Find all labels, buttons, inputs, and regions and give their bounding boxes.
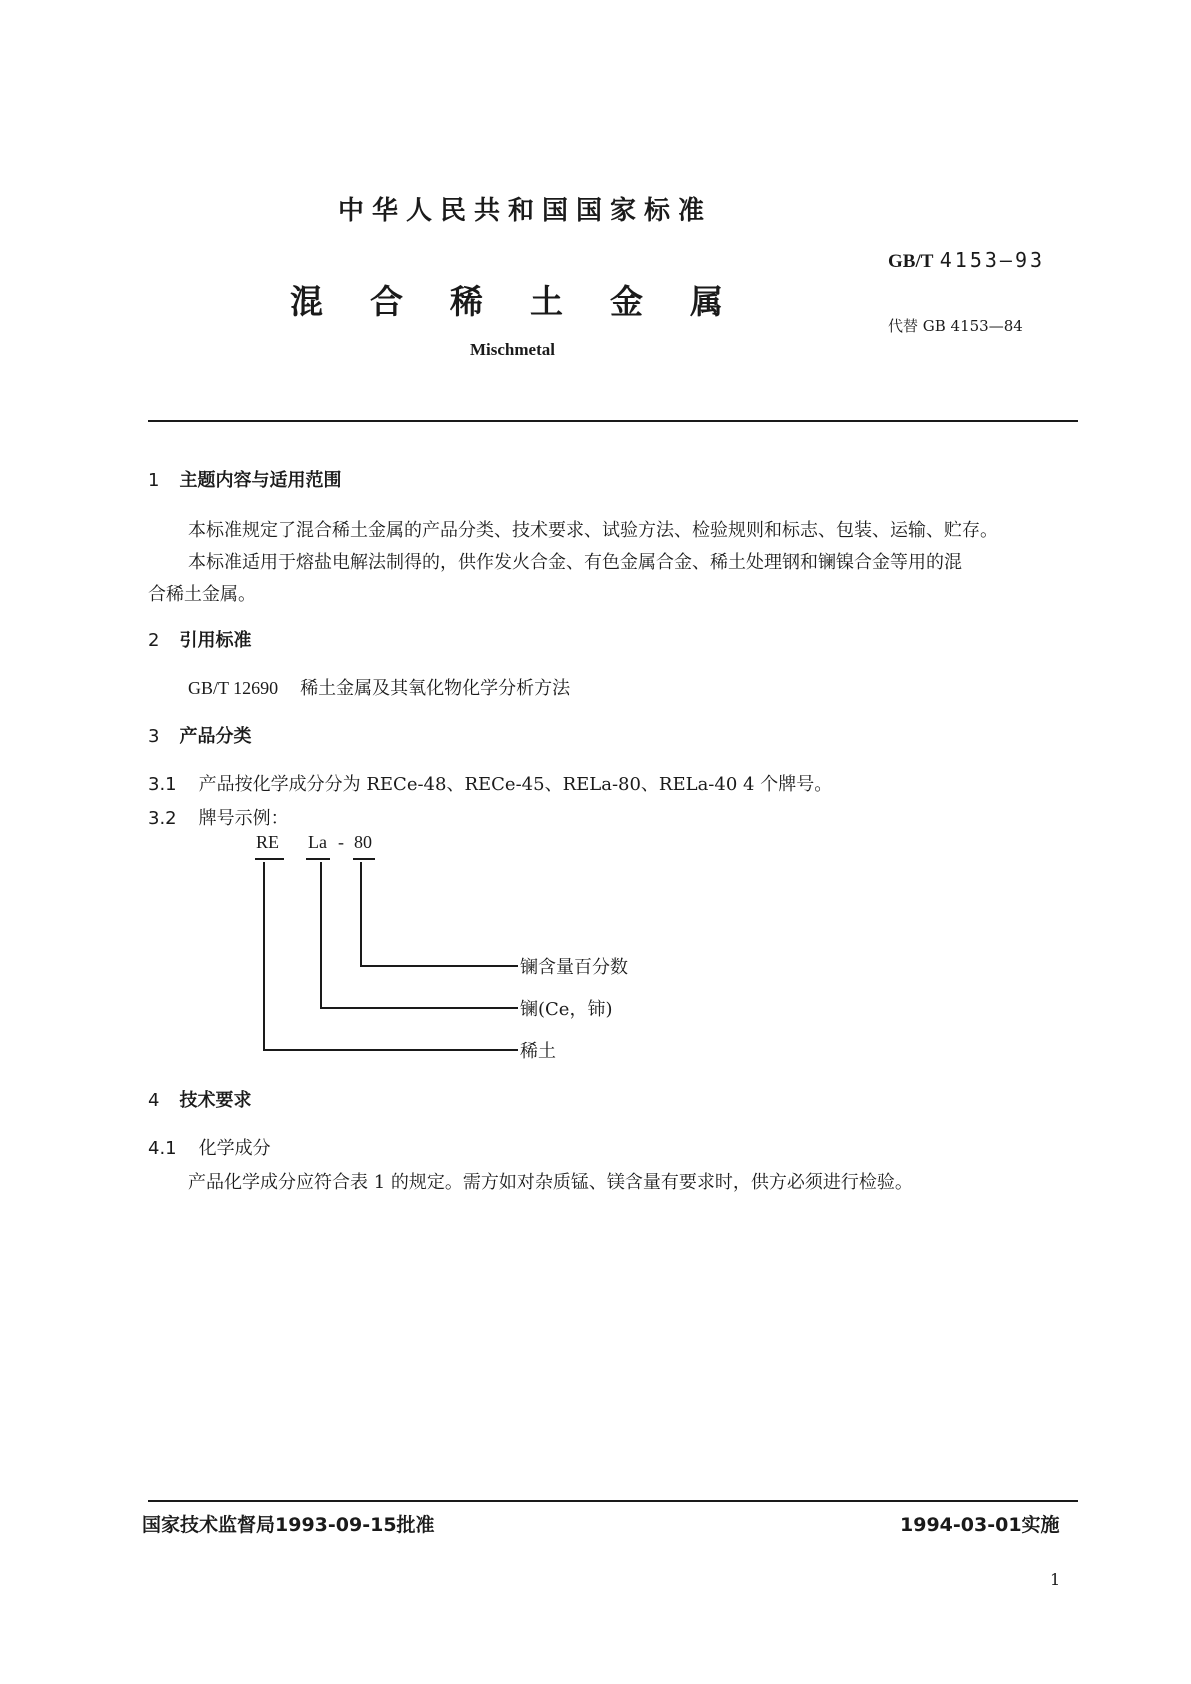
- underline-la: [306, 858, 330, 860]
- connector-re-vertical: [263, 862, 265, 1050]
- effective-date: 1994-03-01实施: [900, 1514, 1060, 1536]
- clause-title: 化学成分: [198, 1138, 271, 1159]
- section-3-heading: [148, 722, 251, 748]
- section-title: 技术要求: [179, 1090, 252, 1111]
- connector-la-vertical: [320, 862, 322, 1008]
- underline-re: [255, 858, 284, 860]
- connector-la-horizontal: [320, 1007, 518, 1009]
- connector-re-horizontal: [263, 1049, 518, 1051]
- section-title: 引用标准: [179, 630, 252, 651]
- standard-code: 4153—93: [939, 248, 1046, 272]
- standard-prefix: GB/T: [888, 251, 934, 272]
- section-number: 2: [148, 630, 160, 651]
- section-title: 主题内容与适用范围: [179, 470, 342, 491]
- section-number: 1: [148, 470, 160, 491]
- section-1-heading: [148, 466, 341, 492]
- section-title: 产品分类: [179, 726, 252, 747]
- replaces-note: 代替 GB 4153—84: [888, 317, 1023, 335]
- section-4-heading: [148, 1086, 251, 1112]
- underline-80: [353, 858, 375, 860]
- title-char-3: 稀: [450, 282, 483, 321]
- reference-title: 稀土金属及其氧化物化学分析方法: [300, 678, 571, 699]
- code-part-la: La: [308, 832, 327, 852]
- reference-standard: [188, 674, 570, 700]
- title-char-6: 属: [690, 282, 723, 321]
- clause-3-2: [148, 804, 289, 830]
- footer-divider: [148, 1500, 1078, 1502]
- clause-3-1: [148, 770, 832, 796]
- clause-number: 3.2: [148, 808, 177, 829]
- title-char-5: 金: [610, 282, 643, 321]
- standard-number: [888, 248, 1045, 273]
- label-rare-earth: 稀土: [520, 1041, 556, 1062]
- section-2-heading: [148, 626, 251, 652]
- clause-number: 3.1: [148, 774, 177, 795]
- section-1-paragraph-2-line-1: 本标准适用于熔盐电解法制得的，供作发火合金、有色金属合金、稀土处理钢和镧镍合金等用的混: [188, 552, 962, 573]
- label-la-ce: 镧(Ce，铈): [520, 999, 613, 1020]
- section-1-paragraph-1: 本标准规定了混合稀土金属的产品分类、技术要求、试验方法、检验规则和标志、包装、运输、贮存。: [188, 520, 998, 541]
- code-part-80: 80: [354, 832, 372, 852]
- connector-80-vertical: [360, 862, 362, 966]
- title-char-4: 土: [530, 282, 563, 321]
- org-title: 中华人民共和国国家标准: [338, 196, 713, 226]
- clause-number: 4.1: [148, 1138, 177, 1159]
- clause-4-1: [148, 1134, 271, 1160]
- clause-text: 牌号示例：: [198, 808, 289, 829]
- code-dash: -: [338, 832, 344, 852]
- title-char-1: 混: [290, 282, 323, 321]
- english-title: Mischmetal: [470, 340, 555, 359]
- section-number: 4: [148, 1090, 160, 1111]
- title-char-2: 合: [370, 282, 403, 321]
- clause-text: 产品按化学成分分为 RECe-48、RECe-45、RELa-80、RELa-40 4 个牌号。: [198, 774, 833, 795]
- code-part-re: RE: [256, 832, 280, 852]
- section-1-paragraph-2-line-2: 合稀土金属。: [148, 584, 256, 605]
- clause-4-1-text: 产品化学成分应符合表 1 的规定。需方如对杂质锰、镁含量有要求时，供方必须进行检验。: [188, 1172, 913, 1193]
- approval-line: 国家技术监督局1993-09-15批准: [142, 1514, 435, 1536]
- section-number: 3: [148, 726, 160, 747]
- header-divider: [148, 420, 1078, 422]
- page-number: 1: [1050, 1570, 1061, 1589]
- label-la-content: 镧含量百分数: [520, 957, 628, 978]
- connector-80-horizontal: [360, 965, 518, 967]
- reference-code: GB/T 12690: [188, 678, 279, 698]
